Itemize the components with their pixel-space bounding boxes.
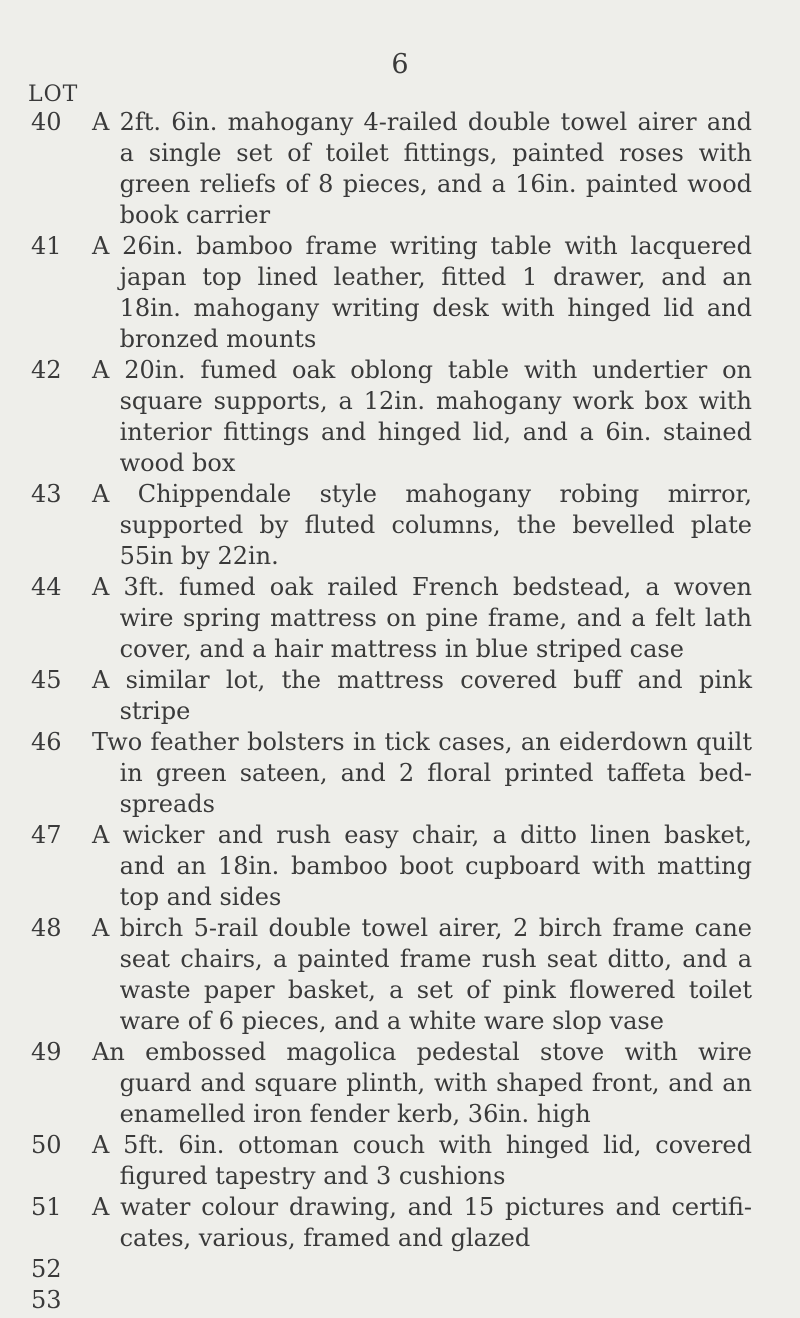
lot-number: 44 [31, 573, 62, 601]
lot-entry [0, 1037, 800, 1130]
lot-entry [0, 572, 800, 665]
page-number: 6 [391, 49, 409, 80]
lot-description: A similar lot, the mattress covered buff and pink stripe [92, 666, 752, 725]
lot-entry [0, 820, 800, 913]
lot-entry [0, 913, 800, 1037]
lot-entry [0, 231, 800, 355]
lot-number: 53 [31, 1286, 62, 1314]
lot-description: A 2ft. 6in. mahogany 4-railed double towel airer and a single set of toilet fittings, painted roses with green reliefs of 8 pieces, and a 16in. painted wood book carrier [92, 108, 752, 229]
lot-entry [0, 107, 800, 231]
lot-number: 52 [31, 1255, 62, 1283]
lot-entry [0, 1130, 800, 1192]
lot-description: A 26in. bamboo frame writing table with lacquered japan top lined leather, fitted 1 drawer, and an 18in. mahogany writing desk with hinged lid and bronzed mounts [92, 232, 752, 353]
lot-number: 42 [31, 356, 62, 384]
lot-entry [0, 1285, 800, 1316]
lot-description: A 3ft. fumed oak railed French bedstead, a woven wire spring mattress on pine frame, and a felt lath cover, and a hair mattress in blue striped case [92, 573, 752, 663]
lot-entry [0, 727, 800, 820]
lot-entry [0, 665, 800, 727]
lot-entry [0, 355, 800, 479]
lot-number: 46 [31, 728, 62, 756]
lot-description: A Chippendale style mahogany robing mirror, supported by fluted columns, the bevelled plate 55in by 22in. [92, 480, 752, 570]
lot-number: 50 [31, 1131, 62, 1159]
lot-description: A 5ft. 6in. ottoman couch with hinged lid, covered figured tapestry and 3 cushions [92, 1131, 752, 1190]
lot-entry [0, 1192, 800, 1254]
lot-number: 41 [31, 232, 62, 260]
lot-description: A water colour drawing, and 15 pictures and certifi-cates, various, framed and glazed [92, 1193, 752, 1252]
lot-column-header: LOT [28, 82, 79, 107]
lot-number: 45 [31, 666, 62, 694]
lot-description: A birch 5-rail double towel airer, 2 birch frame cane seat chairs, a painted frame rush seat ditto, and a waste paper basket, a set of pink flowered toilet ware of 6 pieces, and a white ware slop vase [92, 914, 752, 1035]
lot-number: 51 [31, 1193, 62, 1221]
lot-description: A 20in. fumed oak oblong table with undertier on square supports, a 12in. mahogany work box with interior fittings and hinged lid, and a 6in. stained wood box [92, 356, 752, 477]
lot-number: 40 [31, 108, 62, 136]
lot-number: 48 [31, 914, 62, 942]
lot-number: 43 [31, 480, 62, 508]
lot-number: 49 [31, 1038, 62, 1066]
lot-description: Two feather bolsters in tick cases, an eiderdown quilt in green sateen, and 2 floral printed taffeta bed-spreads [92, 728, 752, 818]
lot-entry [0, 1254, 800, 1285]
lot-description: A wicker and rush easy chair, a ditto linen basket, and an 18in. bamboo boot cupboard with matting top and sides [92, 821, 752, 911]
lot-entry [0, 479, 800, 572]
lot-description: An embossed magolica pedestal stove with wire guard and square plinth, with shaped front, and an enamelled iron fender kerb, 36in. high [92, 1038, 752, 1128]
lot-list [0, 107, 800, 1316]
lot-number: 47 [31, 821, 62, 849]
